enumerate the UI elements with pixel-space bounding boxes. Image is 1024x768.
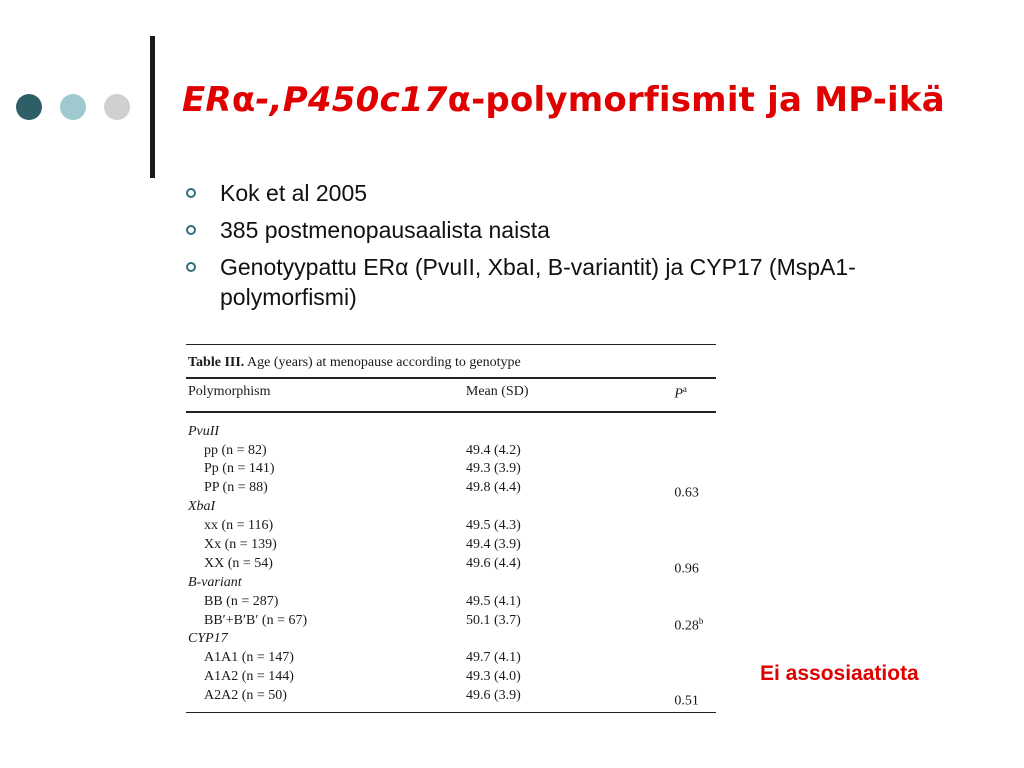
table-row xyxy=(186,612,716,634)
table-row xyxy=(186,668,716,687)
header-p-sup: a xyxy=(682,384,687,394)
genotype-cell: BB (n = 287) xyxy=(204,593,279,609)
table-row xyxy=(186,479,716,501)
bullet-text: Kok et al 2005 xyxy=(220,180,368,206)
genotype-cell: A1A1 (n = 147) xyxy=(204,650,294,666)
table-group-row xyxy=(186,574,716,593)
genotype-cell: A1A2 (n = 144) xyxy=(204,669,294,685)
group-name: CYP17 xyxy=(188,631,228,647)
bullet-text: 385 postmenopausaalista naista xyxy=(220,217,550,243)
bullet-text: Genotyypattu ERα (PvuII, XbaI, B-variantit) ja CYP17 (MspA1-polymorfismi) xyxy=(220,254,856,310)
table-bottom-rule xyxy=(186,712,716,713)
p-value-cell xyxy=(674,649,714,668)
p-value: 0.51 xyxy=(674,693,699,709)
mean-sd-cell: 49.5 (4.3) xyxy=(465,518,521,534)
header-mean: Mean (SD) xyxy=(465,384,529,399)
table-row xyxy=(186,687,716,709)
table-caption-label: Table III. xyxy=(188,355,245,370)
table-row xyxy=(186,442,716,461)
conclusion-note: Ei assosiaatiota xyxy=(760,662,919,685)
p-value-cell xyxy=(674,460,714,479)
table-row xyxy=(186,555,716,577)
table-row xyxy=(186,517,716,536)
table-row xyxy=(186,460,716,479)
bullet-item xyxy=(186,178,966,208)
mean-sd-cell: 49.4 (4.2) xyxy=(465,442,521,458)
p-value: 0.63 xyxy=(674,485,699,501)
genotype-table xyxy=(186,344,716,713)
p-value-cell xyxy=(674,517,714,536)
mean-sd-cell: 49.7 (4.1) xyxy=(465,650,521,666)
table-group-row xyxy=(186,630,716,649)
genotype-cell: Xx (n = 139) xyxy=(204,537,277,552)
p-value-cell xyxy=(674,442,714,461)
genotype-cell: xx (n = 116) xyxy=(204,518,274,534)
bullet-list xyxy=(186,178,966,319)
header-p xyxy=(674,384,714,403)
mean-sd-cell: 50.1 (3.7) xyxy=(465,612,521,628)
title-prefix: ER xyxy=(182,80,232,120)
genotype-cell: A2A2 (n = 50) xyxy=(204,688,287,704)
genotype-cell: PP (n = 88) xyxy=(204,480,268,496)
mean-sd-cell: 49.3 (4.0) xyxy=(465,669,521,685)
decor-vertical-bar xyxy=(150,36,155,178)
group-name: PvuII xyxy=(188,423,220,439)
table-row xyxy=(186,536,716,555)
table-group-row xyxy=(186,498,716,517)
table-group-row xyxy=(186,423,716,442)
mean-sd-cell: 49.8 (4.4) xyxy=(465,480,521,496)
genotype-cell: Pp (n = 141) xyxy=(204,461,275,477)
bullet-item xyxy=(186,252,966,312)
group-name: XbaI xyxy=(188,499,216,515)
mean-sd-cell: 49.3 (3.9) xyxy=(465,461,521,477)
bullet-item xyxy=(186,215,966,245)
p-value-cell xyxy=(674,668,714,687)
title-alpha-2: α xyxy=(447,80,472,120)
bullet-icon xyxy=(186,262,196,272)
p-value-cell xyxy=(674,593,714,612)
table-row xyxy=(186,593,716,612)
p-value-cell xyxy=(674,479,714,501)
slide-title xyxy=(182,80,945,120)
table-caption xyxy=(186,345,716,377)
table-header-row xyxy=(186,379,716,411)
title-middle: -,P450c17 xyxy=(255,80,448,120)
genotype-cell: pp (n = 82) xyxy=(204,442,267,458)
genotype-cell: XX (n = 54) xyxy=(204,555,273,571)
header-polymorphism: Polymorphism xyxy=(188,384,271,399)
p-value: 0.96 xyxy=(674,561,699,577)
decor-dot-dark xyxy=(16,94,42,120)
bullet-icon xyxy=(186,225,196,235)
genotype-cell: BB′+B′B′ (n = 67) xyxy=(204,612,308,628)
title-alpha-1: α xyxy=(231,80,256,120)
mean-sd-cell: 49.5 (4.1) xyxy=(465,593,521,609)
p-value: 0.28 xyxy=(674,618,699,634)
mean-sd-cell: 49.6 (3.9) xyxy=(465,688,521,704)
decor-dot-light xyxy=(60,94,86,120)
p-value-cell xyxy=(674,536,714,555)
p-value-sup: b xyxy=(698,615,704,626)
bullet-icon xyxy=(186,188,196,198)
table-caption-text: Age (years) at menopause according to genotype xyxy=(247,355,521,370)
group-name: B-variant xyxy=(188,574,242,590)
p-value-cell xyxy=(674,555,714,577)
title-suffix: -polymorfismit ja MP-ikä xyxy=(471,80,945,120)
mean-sd-cell: 49.4 (3.9) xyxy=(465,537,521,552)
table-row xyxy=(186,649,716,668)
p-value-cell xyxy=(674,612,714,634)
p-value-cell xyxy=(674,687,714,709)
decor-dot-grey xyxy=(104,94,130,120)
header-p-letter: P xyxy=(674,386,683,402)
mean-sd-cell: 49.6 (4.4) xyxy=(465,555,521,571)
table-body xyxy=(186,413,716,712)
